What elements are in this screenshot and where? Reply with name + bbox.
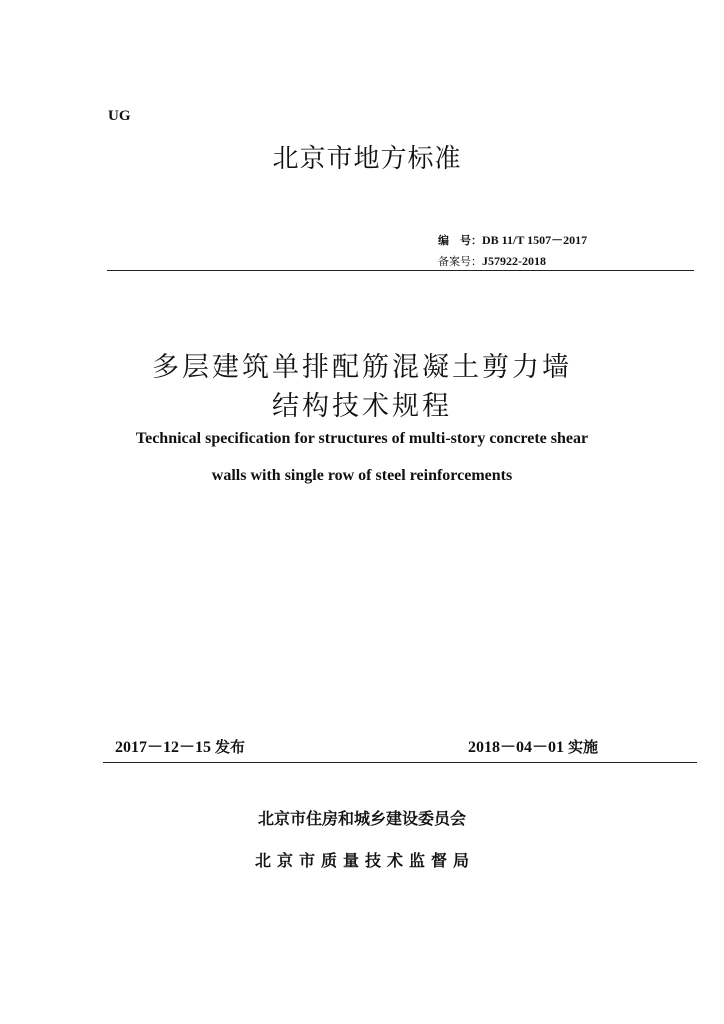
issuer-quality-bureau: 北京市质量技术监督局 [254,851,475,870]
standard-number-label: 编 号： [438,234,482,247]
chinese-title-line-2: 结构技术规程 [272,391,452,422]
issue-date-value: 2017－12－15 [115,739,212,756]
bottom-divider [103,762,697,763]
record-number-line [438,251,587,272]
standard-number-line [438,230,587,251]
standard-code-block [438,230,587,272]
implementation-date-value: 2018－04－01 [468,739,565,756]
issue-date-label: 发布 [215,738,246,756]
implementation-date [468,734,598,757]
classification-code: UG [108,108,131,124]
english-title-line-1: Technical specification for structures of multi-story concrete shear [135,430,589,447]
implementation-date-label: 实施 [568,738,599,756]
english-title-line-2: walls with single row of steel reinforcements [211,467,513,484]
record-number-value: J57922-2018 [482,254,546,268]
standard-type-heading: 北京市地方标准 [272,144,462,174]
standard-number-value: DB 11/T 1507－2017 [482,233,588,247]
issue-date [115,734,245,757]
record-number-label: 备案号： [438,255,482,268]
chinese-title-line-1: 多层建筑单排配筋混凝土剪力墙 [152,352,572,383]
top-divider [107,270,694,271]
issuer-housing-commission: 北京市住房和城乡建设委员会 [257,809,466,828]
